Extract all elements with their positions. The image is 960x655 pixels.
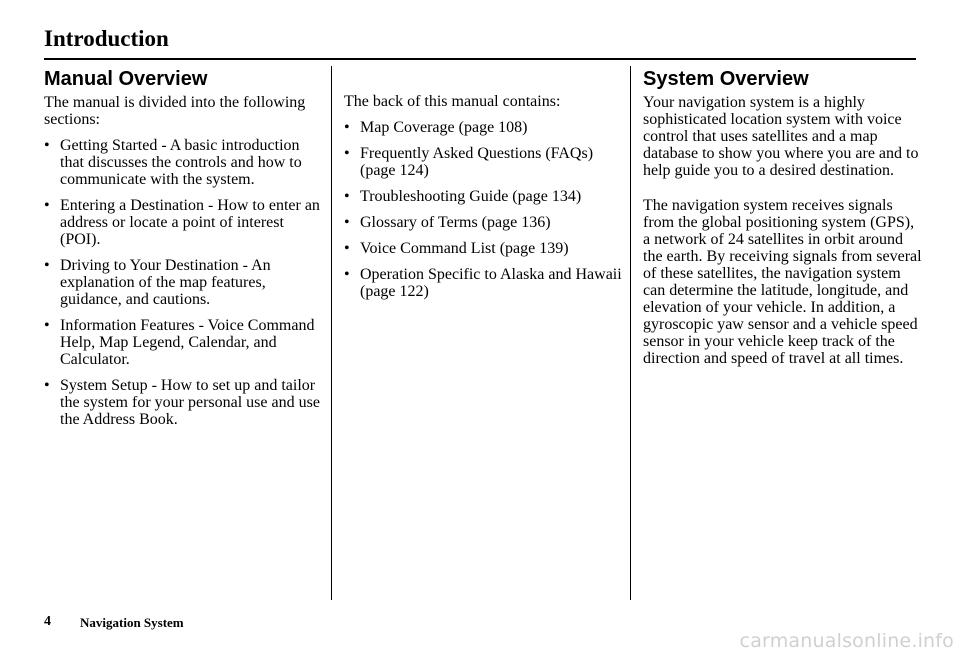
bullet-icon: • — [344, 266, 350, 283]
contents-list — [344, 119, 626, 300]
body-paragraph: The navigation system receives signals from the global positioning system (GPS), a network of 24 satellites in orbit around the earth. By receiving signals from several of these satellites, the navigation system can determine the latitude, longitude, and elevation of your vehicle. In addition, a gyroscopic yaw sensor and a vehicle speed sensor in your vehicle keep track of the direction and speed of travel at all times. — [643, 197, 922, 367]
bullet-icon: • — [44, 257, 50, 274]
title-divider — [44, 58, 916, 60]
list-item — [344, 266, 626, 300]
list-item — [44, 137, 324, 188]
bullet-icon: • — [344, 119, 350, 136]
list-item-text: Voice Command List (page 139) — [360, 240, 569, 257]
list-item-text: System Setup - How to set up and tailor the system for your personal use and use the Address Book. — [60, 377, 320, 428]
list-item — [344, 119, 626, 136]
bullet-icon: • — [344, 145, 350, 162]
list-item-text: Troubleshooting Guide (page 134) — [360, 188, 582, 205]
footer-label: Navigation System — [80, 615, 184, 630]
list-item — [344, 240, 626, 257]
bullet-icon: • — [344, 188, 350, 205]
page-title: Introduction — [44, 26, 169, 51]
list-item-text: Operation Specific to Alaska and Hawaii (page 122) — [360, 266, 622, 300]
column-divider — [630, 66, 631, 600]
intro-paragraph: The back of this manual contains: — [344, 93, 561, 110]
list-item-text: Glossary of Terms (page 136) — [360, 214, 551, 231]
back-of-manual-section — [344, 93, 626, 309]
section-heading: Manual Overview — [44, 68, 208, 90]
bullet-icon: • — [344, 214, 350, 231]
list-item — [44, 257, 324, 308]
page-number: 4 — [44, 614, 51, 629]
bullet-icon: • — [44, 317, 50, 334]
list-item-text: Map Coverage (page 108) — [360, 119, 528, 136]
section-list — [44, 137, 324, 428]
list-item — [44, 317, 324, 368]
list-item-text: Entering a Destination - How to enter an address or locate a point of interest (POI). — [60, 197, 320, 248]
list-item — [344, 188, 626, 205]
system-overview-section — [643, 66, 925, 376]
body-paragraph: Your navigation system is a highly sophisticated location system with voice control that uses satellites and a map database to show you where you are and to help guide you to a desired destination. — [643, 94, 919, 179]
bullet-icon: • — [344, 240, 350, 257]
list-item-text: Getting Started - A basic introduction that discusses the controls and how to communicate with the system. — [60, 137, 302, 188]
bullet-icon: • — [44, 197, 50, 214]
column-divider — [331, 66, 332, 600]
watermark: carmanualsonline.info — [739, 630, 954, 652]
list-item-text: Information Features - Voice Command Help, Map Legend, Calendar, and Calculator. — [60, 317, 315, 368]
list-item-text: Frequently Asked Questions (FAQs) (page 124) — [360, 145, 594, 179]
bullet-icon: • — [44, 377, 50, 394]
manual-overview-section — [44, 66, 324, 437]
list-item — [344, 214, 626, 231]
bullet-icon: • — [44, 137, 50, 154]
list-item — [344, 145, 626, 179]
list-item — [44, 197, 324, 248]
list-item — [44, 377, 324, 428]
list-item-text: Driving to Your Destination - An explanation of the map features, guidance, and cautions. — [60, 257, 271, 308]
intro-paragraph: The manual is divided into the following sections: — [44, 94, 306, 128]
section-heading: System Overview — [643, 68, 809, 90]
